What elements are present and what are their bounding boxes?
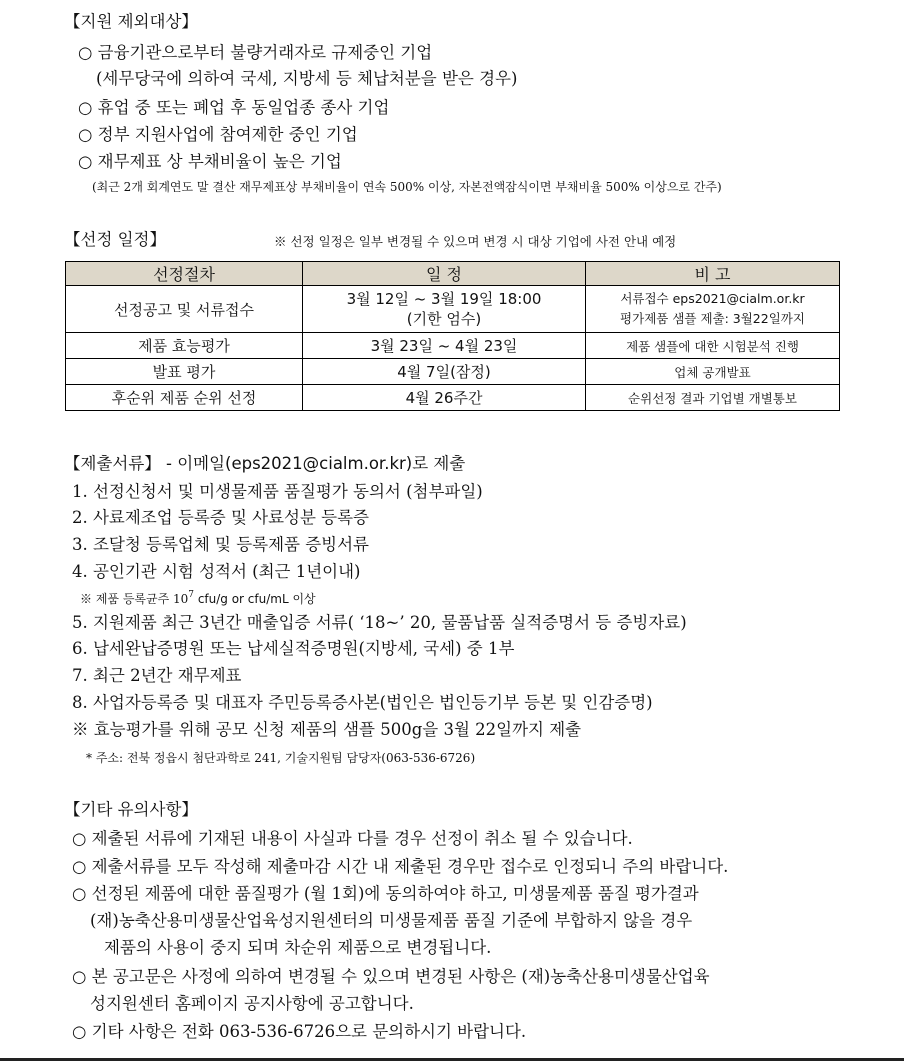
table-row [66,359,840,385]
other-heading: 【기타 유의사항】 [64,800,198,819]
other-line: ○ 선정된 제품에 대한 품질평가 (월 1회)에 동의하여야 하고, 미생물제품 품질 평가결과 [72,884,699,903]
step-cell: 제품 효능평가 [66,333,303,359]
step-cell: 선정공고 및 서류접수 [66,286,303,333]
exclusion-item-detail: (세무당국에 의하여 국세, 지방세 등 체납처분을 받은 경우) [96,69,518,88]
other-line: ○ 본 공고문은 사정에 의하여 변경될 수 있으며 변경된 사항은 (재)농축산용미생물산업육 [72,967,710,986]
bottom-divider [0,1058,904,1061]
note-line: 서류접수 eps2021@cialm.or.kr [620,291,805,306]
other-line: 성지원센터 홈페이지 공지사항에 공고합니다. [90,994,414,1013]
schedule-table [65,261,840,411]
column-header: 비 고 [586,262,840,286]
exclusion-item: ○ 금융기관으로부터 불량거래자로 규제중인 기업 [78,43,433,62]
exclusion-heading: 【지원 제외대상】 [64,12,198,31]
strain-note-unit: cfu/g or cfu/mL 이상 [194,592,316,606]
document-item: 6. 납세완납증명원 또는 납세실적증명원(지방세, 국세) 중 1부 [72,639,515,658]
document-item: 4. 공인기관 시험 성적서 (최근 1년이내) [72,562,361,581]
strain-note [80,591,316,607]
date-cell: 4월 7일(잠정) [303,359,586,385]
note-line: 평가제품 샘플 제출: 3월22일까지 [620,311,805,326]
date-cell: 4월 26주간 [303,385,586,411]
column-header: 일 정 [303,262,586,286]
document-item: 2. 사료제조업 등록증 및 사료성분 등록증 [72,508,369,527]
note-cell: 순위선정 결과 기업별 개별통보 [586,385,840,411]
exclusion-item: ○ 재무제표 상 부채비율이 높은 기업 [78,152,342,171]
documents-heading: 【제출서류】 - 이메일(eps2021@cialm.or.kr)로 제출 [64,454,466,473]
other-line: 제품의 사용이 중지 되며 차순위 제품으로 변경됩니다. [104,938,492,957]
document-item: 8. 사업자등록증 및 대표자 주민등록증사본(법인은 법인등기부 등본 및 인감증명) [72,693,653,712]
sample-note: ※ 효능평가를 위해 공모 신청 제품의 샘플 500g을 3월 22일까지 제출 [72,720,582,739]
date-cell [303,286,586,333]
document-item: 5. 지원제품 최근 3년간 매출입증 서류( ‘18~’ 20, 물품납품 실적증명서 등 증빙자료) [72,613,687,632]
other-line: ○ 기타 사항은 전화 063-536-6726으로 문의하시기 바랍니다. [72,1022,527,1041]
document-item: 1. 선정신청서 및 미생물제품 품질평가 동의서 (첨부파일) [72,482,483,501]
note-cell: 제품 샘플에 대한 시험분석 진행 [586,333,840,359]
date-line: 3월 12일 ~ 3월 19일 18:00 [346,290,542,308]
exclusion-note: (최근 2개 회계연도 말 결산 재무제표상 부채비율이 연속 500% 이상, 자본전액잠식이면 부채비율 500% 이상으로 간주) [92,180,722,194]
column-header: 선정절차 [66,262,303,286]
date-line: (기한 엄수) [406,310,482,328]
date-cell: 3월 23일 ~ 4월 23일 [303,333,586,359]
step-cell: 후순위 제품 순위 선정 [66,385,303,411]
other-line: (재)농축산용미생물산업육성지원센터의 미생물제품 품질 기준에 부합하지 않을 경우 [90,911,693,930]
note-cell [586,286,840,333]
table-row [66,385,840,411]
document-item: 7. 최근 2년간 재무제표 [72,666,242,685]
exclusion-item: ○ 정부 지원사업에 참여제한 중인 기업 [78,125,358,144]
other-line: ○ 제출서류를 모두 작성해 제출마감 시간 내 제출된 경우만 접수로 인정되니 주의 바랍니다. [72,857,729,876]
strain-note-text: ※ 제품 등록균주 10 [80,592,189,606]
schedule-notice: ※ 선정 일정은 일부 변경될 수 있으며 변경 시 대상 기업에 사전 안내 예정 [274,234,677,249]
other-line: ○ 제출된 서류에 기재된 내용이 사실과 다를 경우 선정이 취소 될 수 있습니다. [72,829,633,848]
strain-note-exponent: 7 [188,590,194,600]
exclusion-item: ○ 휴업 중 또는 폐업 후 동일업종 종사 기업 [78,98,390,117]
document-item: 3. 조달청 등록업체 및 등록제품 증빙서류 [72,535,369,554]
schedule-heading: 【선정 일정】 [64,230,167,249]
table-row [66,333,840,359]
table-row [66,286,840,333]
step-cell: 발표 평가 [66,359,303,385]
note-cell: 업체 공개발표 [586,359,840,385]
address-note: * 주소: 전북 정읍시 첨단과학로 241, 기술지원팀 담당자(063-536-6726) [86,751,476,765]
